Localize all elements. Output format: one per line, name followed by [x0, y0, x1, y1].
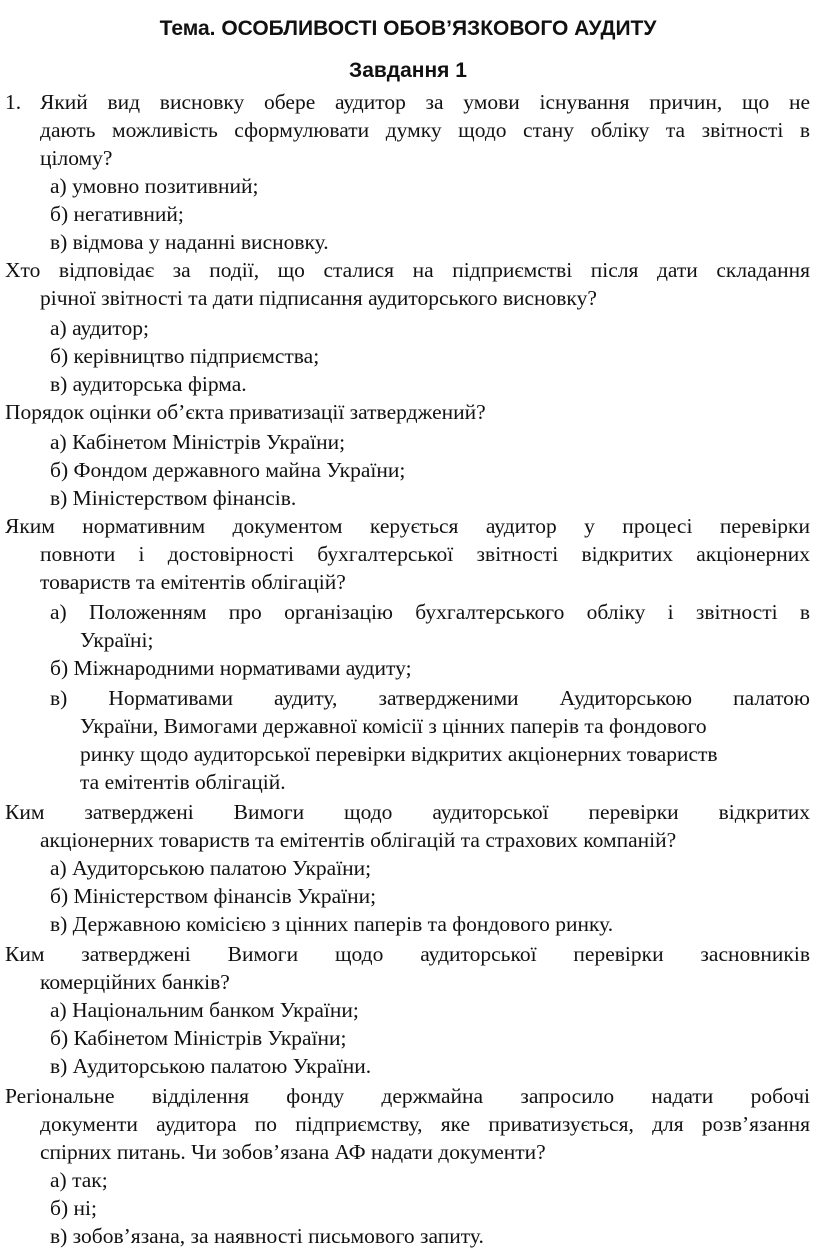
answer-option: в) Міністерством фінансів.: [50, 486, 297, 510]
question-1-line-1: Який вид висновку обере аудитор за умови існування причин, що не: [40, 90, 810, 114]
page-title: Тема. ОСОБЛИВОСТІ ОБОВ’ЯЗКОВОГО АУДИТУ: [159, 17, 657, 40]
question-7-line-2: документи аудитора по підприємству, яке приватизується, для розв’язання: [40, 1112, 810, 1136]
question-2-line-1: Хто відповідає за події, що сталися на підприємстві після дати складання: [5, 258, 810, 282]
answer-option: б) Міжнародними нормативами аудиту;: [50, 656, 412, 680]
question-4-line-2: повноти і достовірності бухгалтерської звітності відкритих акціонерних: [40, 542, 810, 566]
answer-option: а) Кабінетом Міністрів України;: [50, 430, 346, 454]
question-7-line-3: спірних питань. Чи зобов’язана АФ надати документи?: [40, 1140, 546, 1164]
answer-option: в) аудиторська фірма.: [50, 372, 247, 396]
answer-option: б) керівництво підприємства;: [50, 344, 320, 368]
question-7-line-1: Регіональне відділення фонду держмайна запросило надати робочі: [5, 1084, 810, 1108]
answer-option-continued: Україні;: [80, 628, 154, 652]
answer-option: б) ні;: [50, 1196, 97, 1220]
answer-option: в) зобов’язана, за наявності письмового запиту.: [50, 1224, 484, 1248]
answer-option: в) Аудиторською палатою України.: [50, 1054, 372, 1078]
answer-option: а) Національним банком України;: [50, 998, 359, 1022]
answer-option: б) Кабінетом Міністрів України;: [50, 1026, 347, 1050]
answer-option: в) Державною комісією з цінних паперів та фондового ринку.: [50, 912, 614, 936]
task-heading: Завдання 1: [349, 59, 467, 82]
answer-option-continued: України, Вимогами державної комісії з цінних паперів та фондового: [80, 714, 707, 738]
answer-option: а) Аудиторською палатою України;: [50, 856, 372, 880]
question-5-line-1: Ким затверджені Вимоги щодо аудиторської перевірки відкритих: [5, 800, 810, 824]
question-4-line-3: товариств та емітентів облігацій?: [40, 570, 346, 594]
question-number: 1.: [5, 90, 22, 114]
question-6-line-1: Ким затверджені Вимоги щодо аудиторської перевірки засновників: [5, 942, 810, 966]
answer-option: а) аудитор;: [50, 316, 149, 340]
answer-option: б) Фондом державного майна України;: [50, 458, 406, 482]
answer-option-continued: ринку щодо аудиторської перевірки відкритих акціонерних товариств: [80, 742, 718, 766]
question-6-line-2: комерційних банків?: [40, 970, 230, 994]
question-4-line-1: Яким нормативним документом керується аудитор у процесі перевірки: [5, 514, 810, 538]
answer-option: а) Положенням про організацію бухгалтерського обліку і звітності в: [50, 600, 810, 624]
answer-option-continued: та емітентів облігацій.: [80, 770, 286, 794]
answer-option: а) так;: [50, 1168, 108, 1192]
answer-option: б) негативний;: [50, 202, 184, 226]
question-1-line-3: цілому?: [40, 146, 113, 170]
answer-option: а) умовно позитивний;: [50, 174, 259, 198]
question-5-line-2: акціонерних товариств та емітентів облігацій та страхових компаній?: [40, 828, 677, 852]
answer-option: в) відмова у наданні висновку.: [50, 230, 329, 254]
question-1-line-2: дають можливість сформулювати думку щодо стану обліку та звітності в: [40, 118, 810, 142]
question-3-line-1: Порядок оцінки об’єкта приватизації затверджений?: [5, 400, 486, 424]
question-2-line-2: річної звітності та дати підписання аудиторського висновку?: [40, 286, 597, 310]
answer-option: в) Нормативами аудиту, затвердженими Аудиторською палатою: [50, 686, 810, 710]
answer-option: б) Міністерством фінансів України;: [50, 884, 377, 908]
